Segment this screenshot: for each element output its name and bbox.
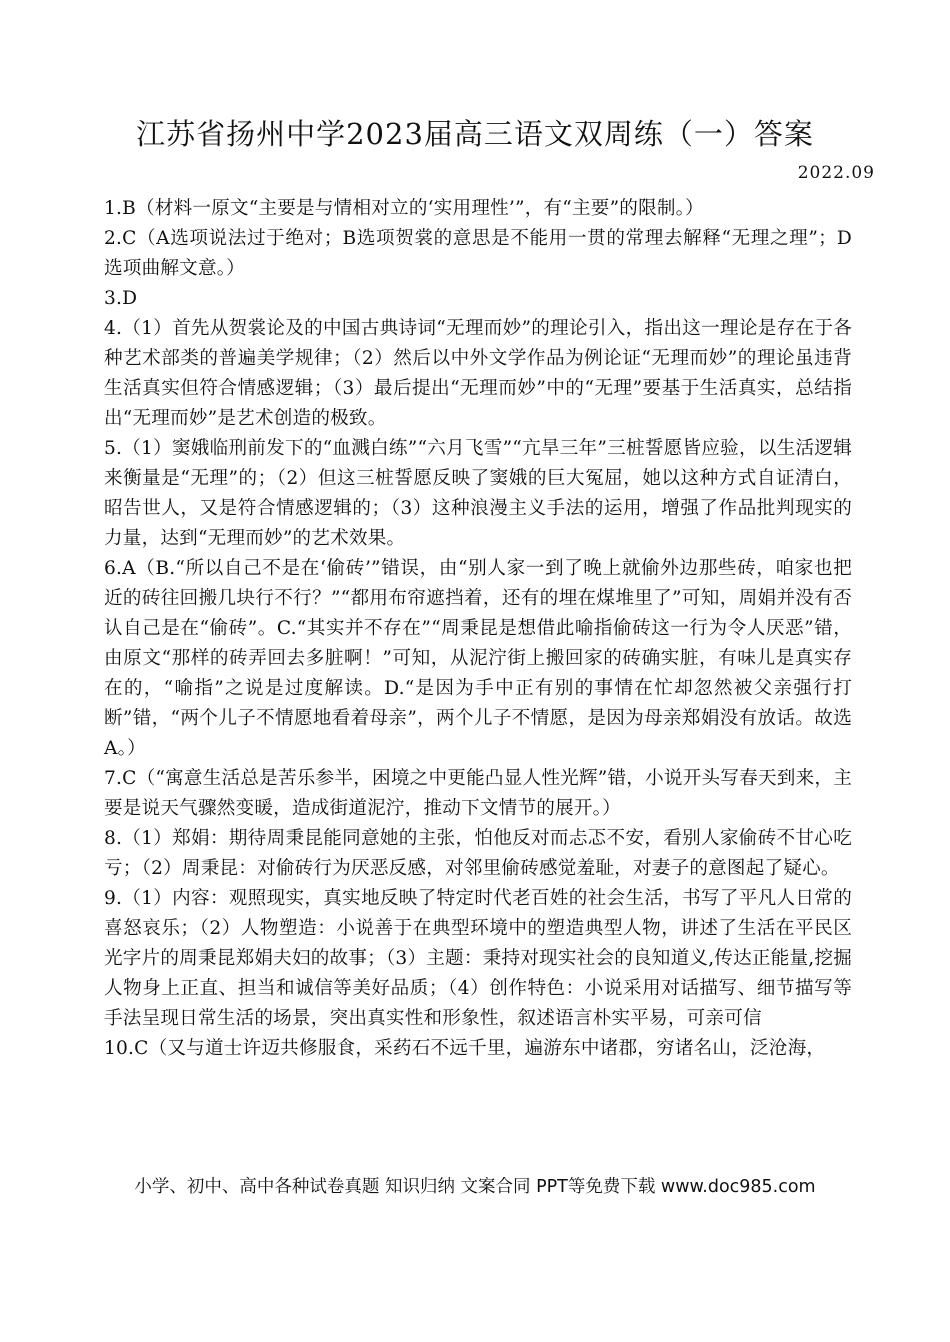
answer-item: 7.C（“寓意生活总是苦乐参半，困境之中更能凸显人性光辉”错，小说开头写春天到来，主要是说天气骤然变暖，造成街道泥泞，推动下文情节的展开。） xyxy=(104,768,852,819)
answer-item: 1.B（材料一原文“主要是与情相对立的‘实用理性’”，有“主要”的限制。） xyxy=(104,198,704,219)
document-date: 2022.09 xyxy=(797,163,875,183)
answer-item: 9.（1）内容：观照现实，真实地反映了特定时代老百姓的社会生活，书写了平凡人日常的喜怒哀乐；（2）人物塑造：小说善于在典型环境中的塑造典型人物，讲述了生活在平民区光字片的周秉昆郑娟夫妇的故事；（3）主题：秉持对现实社会的良知道义,传达正能量,挖掘人物身上正直、担当和诚信等美好品质；（4）创作特色：小说采用对话描写、细节描写等手法呈现日常生活的场景，突出真实性和形象性，叙述语言朴实平易，可亲可信 xyxy=(104,888,852,1029)
answer-item: 10.C（又与道士许迈共修服食，采药石不远千里，遍游东中诸郡，穷诸名山，泛沧海， xyxy=(104,1038,826,1059)
document-title: 江苏省扬州中学2023届高三语文双周练（一）答案 xyxy=(136,117,814,151)
footer-banner: 小学、初中、高中各种试卷真题 知识归纳 文案合同 PPT等免费下载 www.doc985.com xyxy=(134,1177,816,1197)
answer-item: 4.（1）首先从贺裳论及的中国古典诗词“无理而妙”的理论引入，指出这一理论是存在于各种艺术部类的普遍美学规律；（2）然后以中外文学作品为例论证“无理而妙”的理论虽违背生活真实但符合情感逻辑；（3）最后提出“无理而妙”中的“无理”要基于生活真实，总结指出“无理而妙”是艺术创造的极致。 xyxy=(104,318,852,429)
answer-item: 2.C（A选项说法过于绝对；B选项贺裳的意思是不能用一贯的常理去解释“无理之理”；D选项曲解文意。） xyxy=(104,228,852,279)
answer-list xyxy=(104,194,852,1064)
answer-item: 8.（1）郑娟：期待周秉昆能同意她的主张，怕他反对而忐忑不安，看别人家偷砖不甘心吃亏；（2）周秉昆：对偷砖行为厌恶反感，对邻里偷砖感觉羞耻，对妻子的意图起了疑心。 xyxy=(104,828,852,879)
answer-item: 3.D xyxy=(104,288,138,309)
answer-item: 6.A（B.“所以自己不是在‘偷砖’”错误，由“别人家一到了晚上就偷外边那些砖，咱家也把近的砖往回搬几块行不行？”“都用布帘遮挡着，还有的埋在煤堆里了”可知，周娟并没有否认自己是在“偷砖”。C.“其实并不存在”“周秉昆是想借此喻指偷砖这一行为令人厌恶”错，由原文“那样的砖弄回去多脏啊！”可知，从泥泞街上搬回家的砖确实脏，有味儿是真实存在的，“喻指”之说是过度解读。D.“是因为手中正有别的事情在忙却忽然被父亲强行打断”错，“两个儿子不情愿地看着母亲”，两个儿子不情愿，是因为母亲郑娟没有放话。故选A。） xyxy=(104,558,852,759)
answer-item: 5.（1）窦娥临刑前发下的“血溅白练”“六月飞雪”“亢旱三年”三桩誓愿皆应验，以生活逻辑来衡量是“无理”的；（2）但这三桩誓愿反映了窦娥的巨大冤屈，她以这种方式自证清白，昭告世人，又是符合情感逻辑的；（3）这种浪漫主义手法的运用，增强了作品批判现实的力量，达到“无理而妙”的艺术效果。 xyxy=(104,438,852,549)
